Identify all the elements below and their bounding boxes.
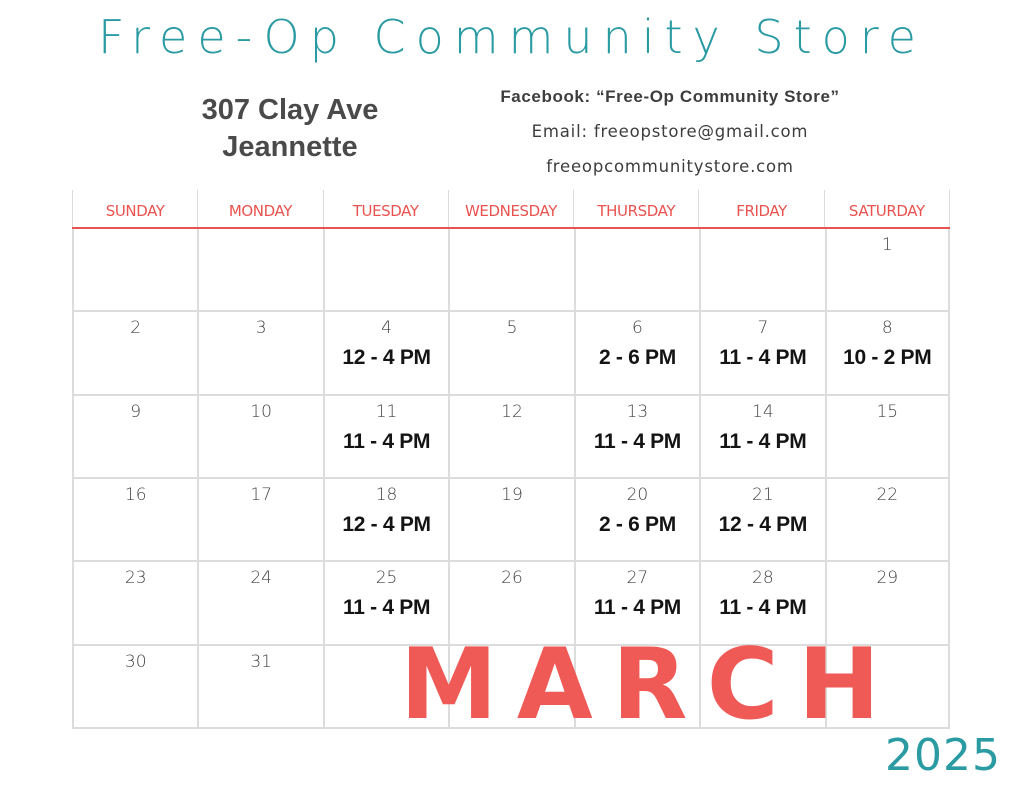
calendar-day-cell	[197, 396, 322, 479]
day-number: 9	[130, 401, 142, 422]
address-city: Jeannette	[222, 131, 358, 163]
calendar-day-cell	[197, 479, 322, 562]
calendar-day-cell	[699, 312, 824, 395]
weekday-header-friday: FRIDAY	[698, 190, 823, 228]
store-hours: 2 - 6 PM	[598, 346, 676, 370]
calendar-day-cell	[72, 562, 197, 645]
month-letter: C	[706, 628, 779, 742]
day-number: 26	[501, 568, 523, 589]
month-letter: A	[516, 628, 593, 742]
day-number	[74, 235, 197, 257]
store-hours: 11 - 4 PM	[719, 346, 807, 370]
calendar-day-cell	[72, 646, 197, 729]
store-hours: 11 - 4 PM	[342, 429, 431, 453]
calendar-day-cell	[197, 562, 322, 645]
day-number: 22	[876, 485, 899, 505]
calendar-day-cell	[448, 229, 573, 312]
email-info: Email: freeopstore@gmail.com	[531, 122, 809, 141]
day-number: 27	[626, 568, 649, 589]
store-hours: 11 - 4 PM	[593, 596, 682, 620]
day-number: 1	[881, 235, 893, 255]
calendar-day-cell	[825, 312, 950, 395]
day-number: 13	[626, 401, 649, 422]
month-letter: H	[797, 628, 880, 742]
calendar-day-cell	[323, 479, 448, 562]
store-hours: 11 - 4 PM	[342, 596, 431, 620]
calendar-day-cell	[825, 396, 950, 479]
store-hours: 11 - 4 PM	[719, 596, 807, 620]
calendar-day-cell	[72, 229, 197, 312]
day-number: 17	[250, 485, 272, 505]
calendar-day-cell	[72, 312, 197, 395]
weekday-header-saturday: SATURDAY	[824, 190, 950, 228]
day-number: 8	[881, 318, 893, 339]
day-number: 15	[876, 401, 899, 422]
facebook-info: Facebook: “Free-Op Community Store”	[500, 87, 840, 106]
store-hours: 12 - 4 PM	[342, 346, 431, 370]
calendar-day-cell	[574, 229, 699, 312]
day-number: 21	[752, 485, 774, 505]
calendar-day-cell	[323, 396, 448, 479]
calendar-day-cell	[699, 396, 824, 479]
month-name	[400, 628, 880, 742]
calendar-day-cell	[699, 479, 824, 562]
month-letter: R	[611, 628, 688, 742]
calendar-day-cell	[448, 479, 573, 562]
day-number: 23	[124, 568, 147, 589]
website-info: freeopcommunitystore.com	[546, 157, 794, 176]
weekday-header-sunday: SUNDAY	[72, 190, 197, 228]
store-hours: 10 - 2 PM	[843, 346, 932, 370]
calendar-day-cell	[197, 646, 322, 729]
calendar-day-cell	[72, 479, 197, 562]
day-number: 12	[501, 401, 523, 422]
calendar-day-cell	[448, 396, 573, 479]
day-number: 28	[752, 568, 774, 589]
day-number: 25	[375, 568, 398, 589]
address-street: 307 Clay Ave	[201, 94, 379, 126]
store-hours: 12 - 4 PM	[342, 513, 431, 536]
day-number	[701, 235, 824, 257]
day-number: 16	[124, 485, 147, 505]
weekday-header-thursday: THURSDAY	[573, 190, 698, 228]
store-address	[160, 92, 420, 166]
day-number: 24	[250, 568, 272, 589]
day-number: 31	[250, 651, 272, 672]
calendar-day-cell	[574, 479, 699, 562]
calendar-day-cell	[323, 312, 448, 395]
calendar-day-cell	[72, 396, 197, 479]
day-number: 30	[124, 651, 147, 672]
day-number: 20	[626, 485, 649, 505]
weekday-header-row	[72, 190, 950, 228]
day-number: 10	[250, 401, 272, 422]
calendar-day-cell	[699, 229, 824, 312]
day-number	[199, 235, 322, 257]
day-number: 4	[381, 318, 392, 339]
store-hours: 12 - 4 PM	[718, 513, 808, 536]
store-hours: 11 - 4 PM	[719, 429, 807, 453]
calendar-day-cell	[323, 229, 448, 312]
calendar-day-cell	[574, 312, 699, 395]
day-number: 29	[876, 568, 899, 589]
calendar-day-cell	[197, 229, 322, 312]
day-number: 18	[375, 485, 398, 505]
weekday-header-tuesday: TUESDAY	[323, 190, 448, 228]
weekday-header-monday: MONDAY	[197, 190, 322, 228]
day-number: 5	[506, 318, 518, 339]
day-number: 2	[130, 318, 142, 339]
month-letter: M	[400, 628, 498, 742]
calendar-day-cell	[825, 479, 950, 562]
calendar-day-cell	[448, 312, 573, 395]
weekday-header-wednesday: WEDNESDAY	[448, 190, 573, 228]
day-number	[450, 235, 573, 257]
store-hours: 2 - 6 PM	[598, 513, 676, 536]
day-number: 6	[632, 318, 643, 339]
year-label: 2025	[885, 730, 1001, 781]
calendar-day-cell	[574, 396, 699, 479]
day-number	[576, 235, 699, 257]
day-number: 19	[501, 485, 523, 505]
calendar-day-cell	[825, 229, 950, 312]
day-number	[325, 235, 448, 257]
day-number: 3	[255, 318, 267, 339]
calendar-day-cell	[197, 312, 322, 395]
store-hours: 11 - 4 PM	[593, 429, 682, 453]
day-number: 14	[752, 401, 774, 422]
store-title: Free-Op Community Store	[98, 10, 926, 64]
day-number: 11	[375, 401, 398, 422]
day-number: 7	[757, 318, 769, 339]
